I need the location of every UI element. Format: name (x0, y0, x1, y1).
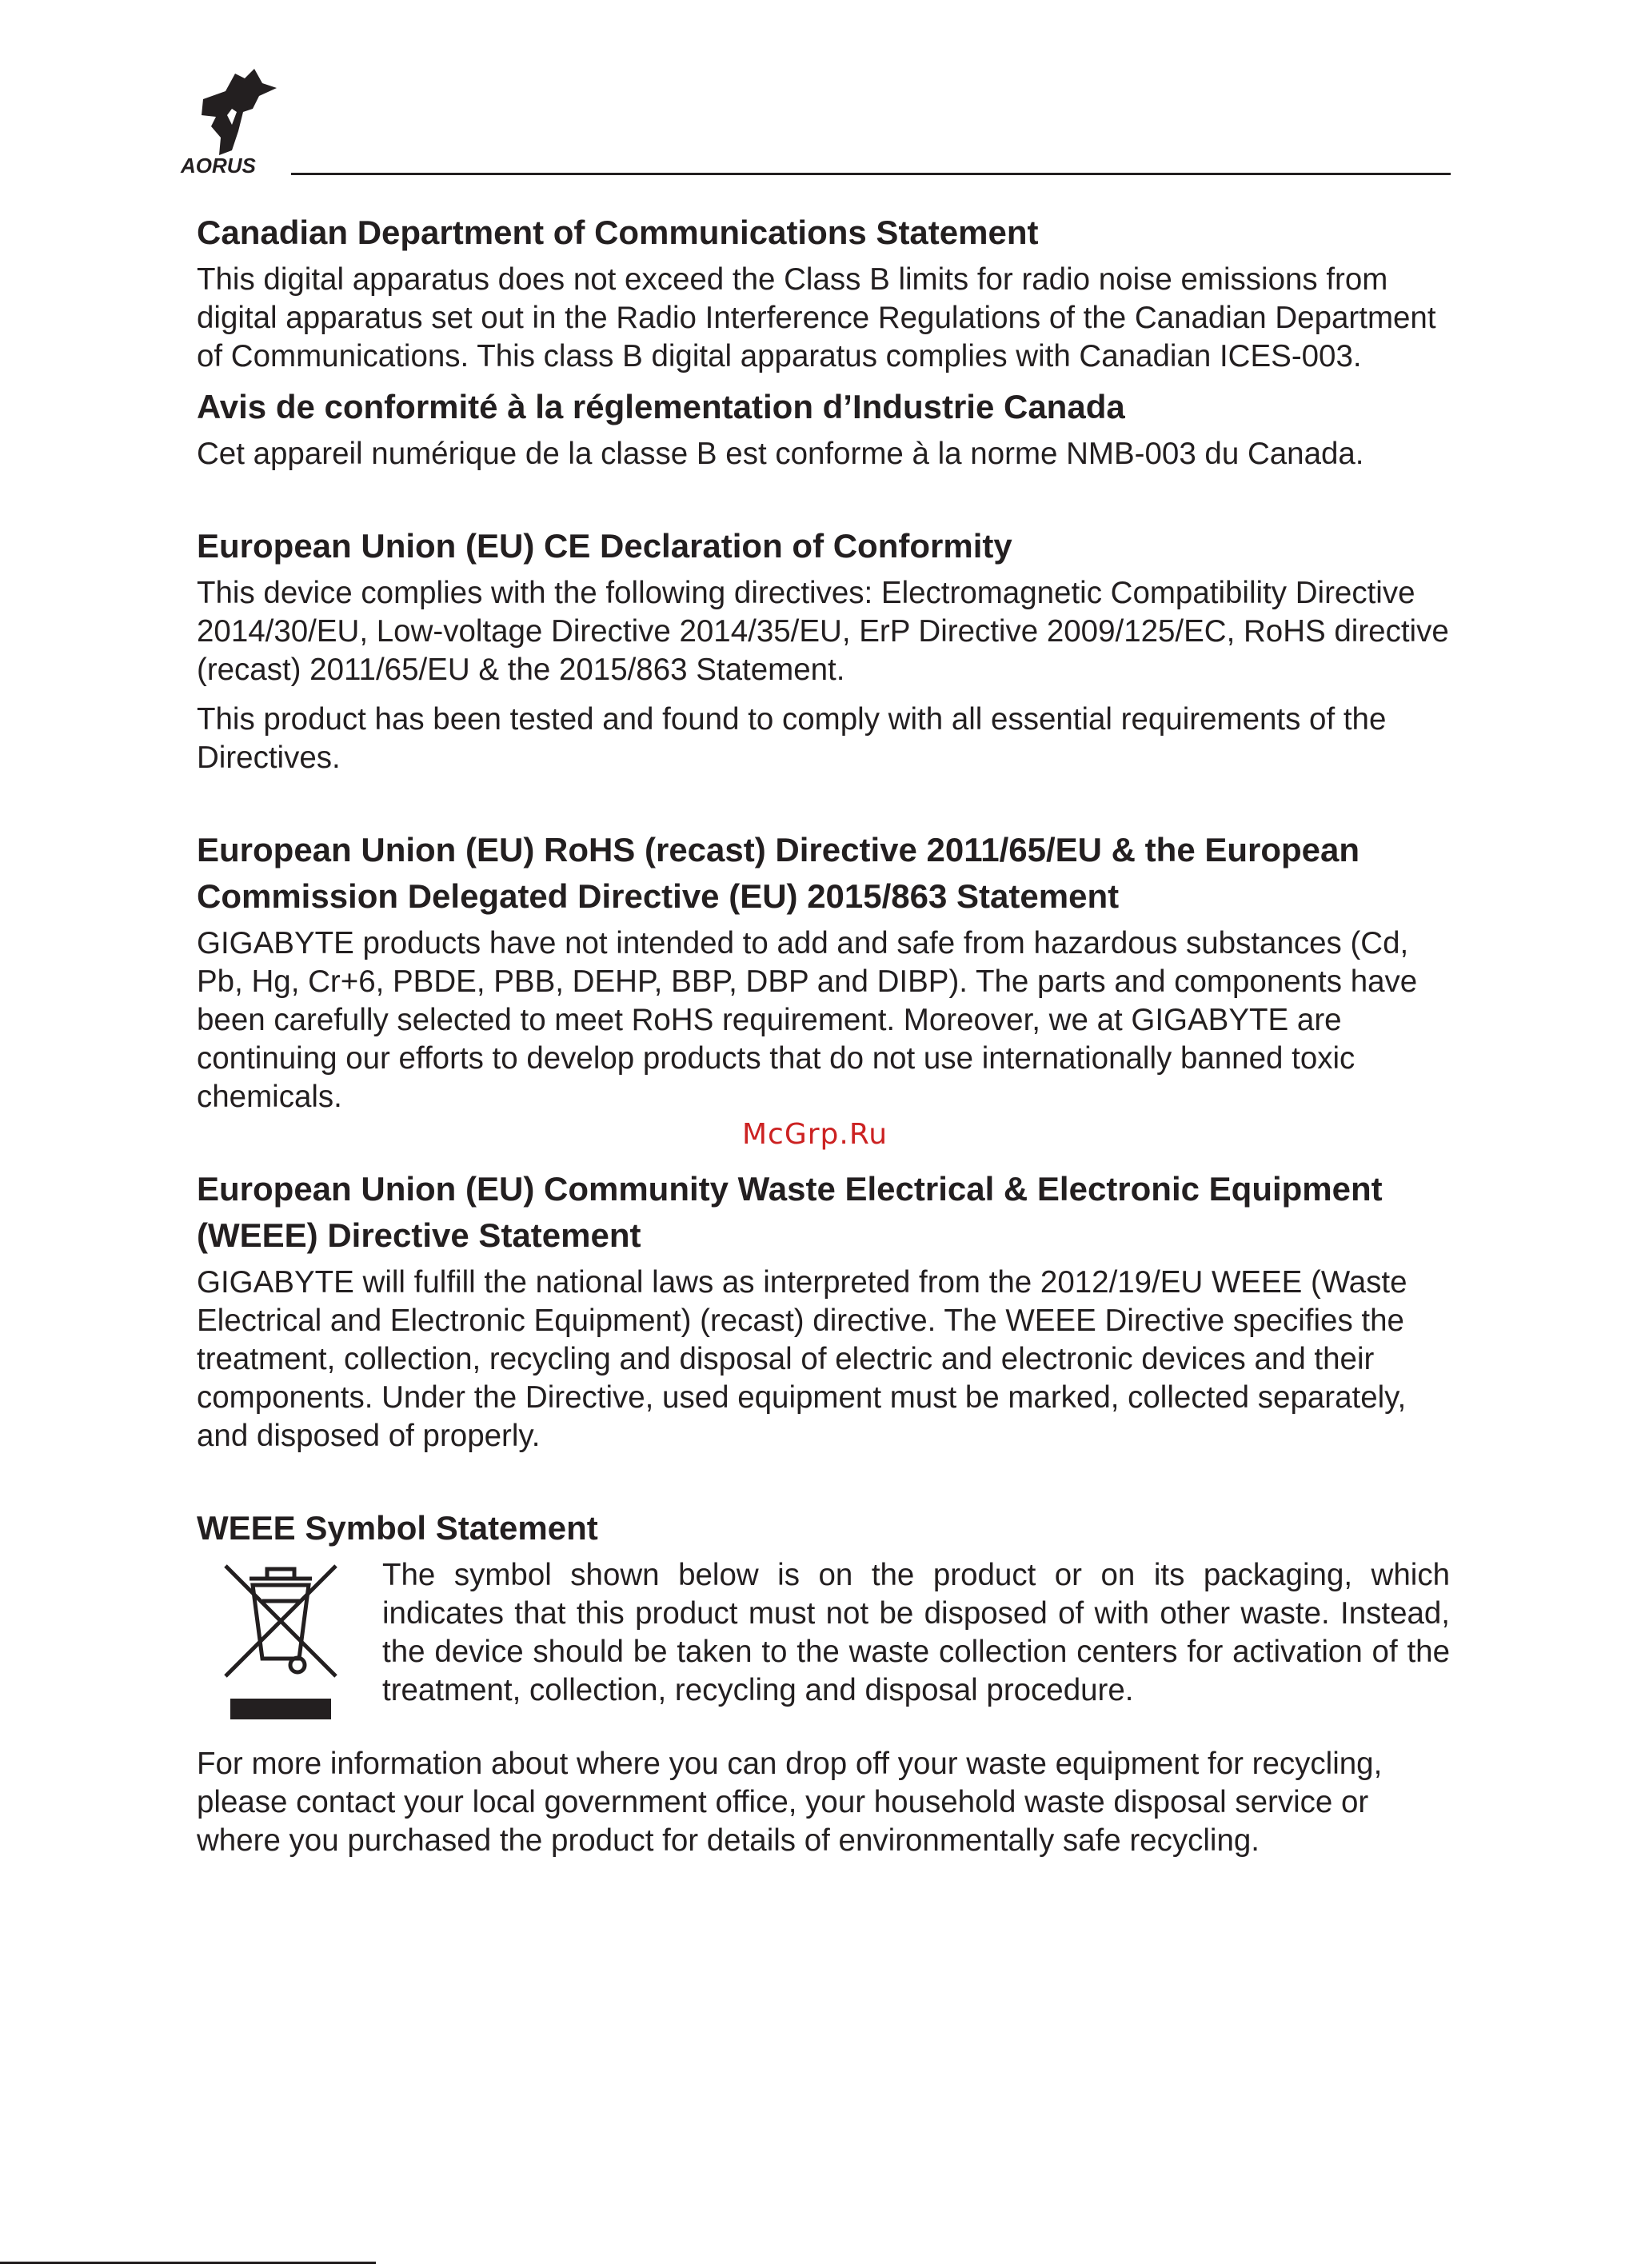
section-title: WEEE Symbol Statement (197, 1509, 598, 1547)
document-body (197, 210, 1452, 1860)
section-eu-ce (197, 523, 1452, 777)
section-eu-weee (197, 1166, 1452, 1455)
logo-text: AORUS (181, 154, 256, 178)
section-body: Cet appareil numérique de la classe B est conforme à la norme NMB-003 du Canada. (197, 437, 1364, 471)
section-body: This digital apparatus does not exceed the Class B limits for radio noise emissions from digital apparatus set out in the Radio Interference Regulations of the Canadian Department of Communications. This class B digital apparatus complies with Canadian ICES-003. (197, 262, 1436, 373)
aorus-eagle-logo-icon (179, 67, 283, 179)
section-weee-symbol (197, 1505, 1452, 1721)
watermark: McGrp.Ru (742, 1118, 888, 1151)
section-title: European Union (EU) RoHS (recast) Directive 2011/65/EU & the European Commission Delegated Directive (EU) 2015/863 Statement (197, 831, 1360, 915)
section-more-info (197, 1745, 1452, 1860)
section-title: Canadian Department of Communications Statement (197, 214, 1039, 251)
section-canadian-statement (197, 210, 1452, 376)
crossed-out-wheelie-bin-icon (221, 1561, 341, 1721)
section-body: This device complies with the following directives: Electromagnetic Compatibility Directive 2014/30/EU, Low-voltage Directive 2014/35/EU, ErP Directive 2009/125/EC, RoHS directive (recast) 2011/65/EU & the 2015/863 Statement. (197, 576, 1449, 687)
section-avis-conformite (197, 384, 1452, 473)
section-body: For more information about where you can drop off your waste equipment for recycling, please contact your local government office, your household waste disposal service or where you purchased the product for details of environmentally safe recycling. (197, 1747, 1383, 1858)
section-body: The symbol shown below is on the product or on its packaging, which indicates that this product must not be disposed of with other waste. Instead, the device should be taken to the waste collection centers for activation of the treatment, collection, recycling and disposal procedure. (382, 1558, 1450, 1707)
page-header (179, 67, 1451, 179)
section-eu-rohs (197, 827, 1452, 1116)
section-title: European Union (EU) CE Declaration of Conformity (197, 527, 1012, 565)
section-body: GIGABYTE will fulfill the national laws as interpreted from the 2012/19/EU WEEE (Waste Electrical and Electronic Equipment) (recast) directive. The WEEE Directive specifies the treatment, collection, recycling and disposal of electric and electronic devices and their components. Under the Directive, used equipment must be marked, collected separately, and disposed of properly. (197, 1265, 1407, 1453)
header-rule (291, 173, 1451, 175)
footer-rule (0, 2262, 376, 2264)
section-body: GIGABYTE products have not intended to add and safe from hazardous substances (Cd, Pb, Hg, Cr+6, PBDE, PBB, DEHP, BBP, DBP and DIBP). The parts and components have been carefully selected to meet RoHS requirement. Moreover, we at GIGABYTE are continuing our efforts to develop products that do not use internationally banned toxic chemicals. (197, 926, 1418, 1114)
section-body: This product has been tested and found to comply with all essential requirements of the Directives. (197, 702, 1387, 775)
section-title: Avis de conformité à la réglementation d’Industrie Canada (197, 388, 1125, 425)
section-title: European Union (EU) Community Waste Electrical & Electronic Equipment (WEEE) Directive Statement (197, 1170, 1383, 1254)
